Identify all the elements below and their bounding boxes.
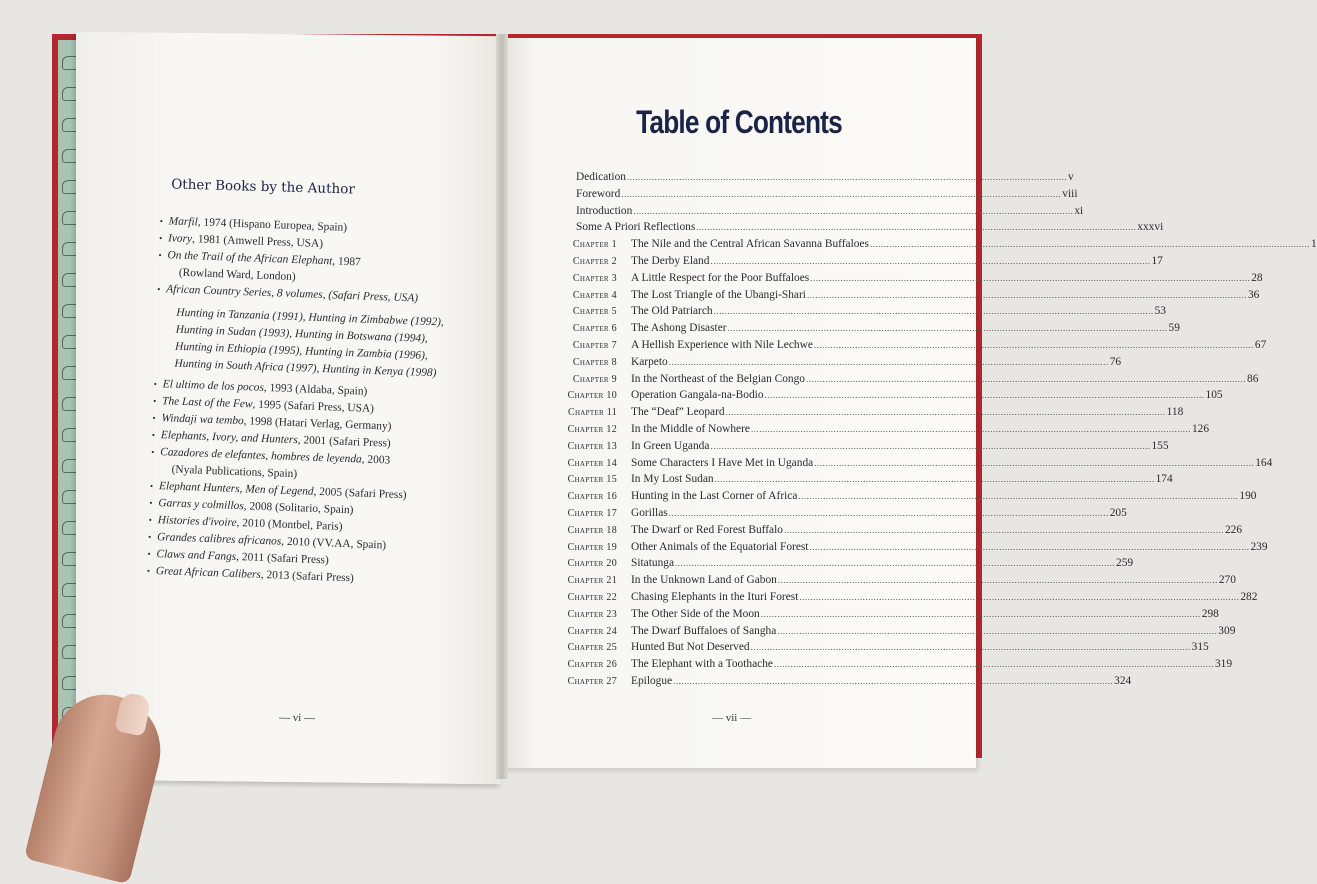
chapter-label: Chapter 21 bbox=[567, 575, 617, 587]
book-details: , 1987 bbox=[332, 255, 361, 269]
toc-page-number: 324 bbox=[1114, 674, 1132, 687]
book-details: , 2003 bbox=[361, 453, 391, 467]
toc-page-number: 76 bbox=[1109, 355, 1122, 368]
toc-chapter-item bbox=[555, 271, 1263, 289]
toc-entry-title: The Nile and the Central African Savanna Buffaloes bbox=[631, 238, 869, 251]
book-title: Elephant Hunters, Men of Legend bbox=[158, 480, 314, 498]
book-publisher: (Rowland Ward, London) bbox=[178, 266, 296, 284]
toc-chapter-item bbox=[555, 523, 1243, 541]
book-title: African Country Series, 8 volumes, (Safari Press, USA) bbox=[165, 283, 419, 305]
toc-page-number: 17 bbox=[1151, 254, 1163, 267]
bullet-mark: • bbox=[148, 514, 153, 525]
bullet-mark: • bbox=[159, 215, 164, 227]
chapter-label: Chapter 25 bbox=[567, 642, 617, 654]
toc-entry-title: The Old Patriarch bbox=[631, 305, 713, 318]
toc-page-number: 205 bbox=[1109, 506, 1127, 519]
dot-leader: ................................................................................................................................................................ bbox=[777, 625, 1218, 636]
toc-chapter-item bbox=[555, 473, 1173, 490]
toc-page-number: 298 bbox=[1201, 607, 1219, 620]
book-title: Claws and Fangs bbox=[156, 548, 237, 564]
toc-page-number: 315 bbox=[1191, 641, 1209, 654]
toc-page-number: 259 bbox=[1116, 557, 1134, 570]
toc-page-number: 239 bbox=[1250, 540, 1268, 553]
dot-leader: ................................................................................................................................................................ bbox=[813, 339, 1254, 350]
left-folio: — vi — bbox=[278, 711, 316, 725]
toc-chapter-item bbox=[555, 372, 1259, 390]
book-details: , 1993 (Aldaba, Spain) bbox=[263, 381, 368, 398]
toc-page-number: 86 bbox=[1247, 372, 1259, 385]
toc-chapter-item bbox=[555, 322, 1180, 339]
toc-heading: Table of Contents bbox=[636, 104, 842, 140]
chapter-label: Chapter 18 bbox=[567, 524, 617, 536]
toc-entry-title: Some A Priori Reflections bbox=[576, 221, 696, 234]
book-title: Great African Calibers bbox=[155, 565, 262, 581]
toc-page-number: 282 bbox=[1240, 590, 1258, 603]
book-publisher: (Nyala Publications, Spain) bbox=[171, 463, 298, 481]
toc-page-number: 190 bbox=[1239, 490, 1257, 503]
toc-entry-title: Epilogue bbox=[631, 674, 673, 687]
book-title: El ultimo de los pocos bbox=[162, 378, 265, 394]
toc-chapter-item bbox=[555, 624, 1236, 642]
toc-entry-title: Gorillas bbox=[631, 506, 668, 519]
toc-chapter-item bbox=[555, 389, 1223, 406]
dot-leader: ................................................................................................................................................................ bbox=[633, 205, 1074, 216]
dot-leader: ................................................................................................................................................................ bbox=[764, 390, 1205, 401]
chapter-label: Chapter 2 bbox=[572, 255, 617, 267]
series-titles bbox=[154, 304, 456, 383]
book-details: , 2010 (Montbel, Paris) bbox=[236, 517, 343, 533]
chapter-label: Chapter 24 bbox=[567, 625, 617, 637]
book-gutter bbox=[496, 34, 508, 779]
toc-page-number: v bbox=[1067, 171, 1074, 183]
series-line: Hunting in Ethiopia (1995), Hunting in Zambia (1996), bbox=[174, 340, 428, 362]
chapter-label: Chapter 11 bbox=[567, 407, 617, 419]
bullet-mark: • bbox=[158, 249, 162, 261]
toc-entry-title: In My Lost Sudan bbox=[631, 473, 714, 486]
chapter-label: Chapter 13 bbox=[567, 440, 617, 452]
toc-chapter-item bbox=[555, 557, 1134, 574]
book-title: On the Trail of the African Elephant bbox=[167, 249, 333, 268]
dot-leader: ................................................................................................................................................................ bbox=[727, 323, 1168, 334]
bullet-mark: • bbox=[147, 531, 152, 542]
dot-leader: ................................................................................................................................................................ bbox=[814, 457, 1255, 468]
toc-list bbox=[555, 171, 1317, 692]
toc-entry-title: The Dwarf or Red Forest Buffalo bbox=[631, 523, 783, 536]
toc-chapter-item bbox=[555, 238, 1317, 255]
book-title: The Last of the Few bbox=[161, 395, 253, 411]
dot-leader: ................................................................................................................................................................ bbox=[806, 289, 1247, 300]
toc-entry-title: In the Middle of Nowhere bbox=[631, 422, 750, 435]
dot-leader: ................................................................................................................................................................ bbox=[713, 306, 1154, 317]
toc-page-number: 53 bbox=[1154, 305, 1166, 318]
toc-chapter-item bbox=[555, 305, 1166, 322]
toc-page-number: 36 bbox=[1247, 288, 1260, 301]
dot-leader: ................................................................................................................................................................ bbox=[621, 188, 1062, 199]
toc-page-number: 226 bbox=[1224, 523, 1243, 536]
toc-entry-title: A Little Respect for the Poor Buffaloes bbox=[631, 271, 810, 284]
book-details: , 2008 (Solitario, Spain) bbox=[243, 500, 354, 517]
dot-leader: ................................................................................................................................................................ bbox=[626, 172, 1067, 182]
bullet-mark: • bbox=[149, 480, 154, 491]
chapter-label: Chapter 1 bbox=[572, 239, 617, 251]
toc-page-number: xxxvi bbox=[1137, 221, 1164, 234]
toc-page-number: 1 bbox=[1310, 238, 1317, 251]
bullet-mark: • bbox=[153, 378, 158, 389]
chapter-label: Chapter 14 bbox=[567, 457, 617, 469]
dot-leader: ................................................................................................................................................................ bbox=[668, 507, 1109, 518]
chapter-label: Chapter 27 bbox=[567, 675, 617, 687]
book-title: Garras y colmillos bbox=[158, 497, 244, 513]
chapter-label: Chapter 16 bbox=[567, 491, 617, 503]
toc-entry-title: Operation Gangala-na-Bodio bbox=[631, 389, 764, 402]
chapter-label: Chapter 12 bbox=[567, 423, 617, 435]
bullet-mark: • bbox=[151, 429, 156, 440]
toc-entry-title: The Other Side of the Moon bbox=[631, 607, 760, 620]
chapter-label: Chapter 26 bbox=[567, 659, 617, 671]
dot-leader: ................................................................................................................................................................ bbox=[806, 373, 1246, 384]
toc-entry-title: The Elephant with a Toothache bbox=[631, 658, 773, 671]
book-details: , 2005 (Safari Press) bbox=[313, 485, 407, 502]
series-line: Hunting in Tanzania (1991), Hunting in Zimbabwe (1992), bbox=[176, 306, 444, 329]
toc-front-item bbox=[555, 204, 1084, 222]
chapter-label: Chapter 9 bbox=[572, 373, 617, 385]
book-details: , 1981 (Amwell Press, USA) bbox=[191, 233, 324, 250]
toc-chapter-item bbox=[555, 490, 1257, 507]
dot-leader: ................................................................................................................................................................ bbox=[696, 222, 1137, 233]
book-title: Cazadores de elefantes, hombres de leyenda bbox=[160, 446, 362, 466]
chapter-label: Chapter 22 bbox=[567, 591, 617, 603]
dot-leader: ................................................................................................................................................................ bbox=[869, 239, 1310, 250]
toc-entry-title: Sitatunga bbox=[631, 557, 675, 570]
right-folio: — vii — bbox=[712, 712, 752, 724]
bullet-mark: • bbox=[146, 565, 151, 576]
toc-entry-title: Dedication bbox=[576, 171, 626, 183]
toc-entry-title: In Green Uganda bbox=[631, 439, 710, 452]
dot-leader: ................................................................................................................................................................ bbox=[673, 675, 1114, 686]
toc-front-item bbox=[555, 187, 1078, 205]
other-books-heading: Other Books by the Author bbox=[170, 176, 355, 198]
chapter-label: Chapter 23 bbox=[567, 608, 617, 620]
dot-leader: ................................................................................................................................................................ bbox=[799, 591, 1240, 602]
toc-chapter-item bbox=[555, 540, 1268, 558]
toc-chapter-item bbox=[555, 355, 1122, 373]
toc-chapter-item bbox=[555, 254, 1163, 272]
book-title: Grandes calibres africanos bbox=[156, 531, 282, 548]
toc-page-number: xi bbox=[1074, 204, 1084, 217]
toc-page-number: 155 bbox=[1151, 439, 1169, 452]
toc-entry-title: A Hellish Experience with Nile Lechwe bbox=[631, 338, 813, 351]
book-title: Histories d'ivoire bbox=[157, 514, 237, 530]
toc-page-number: 164 bbox=[1255, 456, 1273, 469]
toc-entry-title: Some Characters I Have Met in Uganda bbox=[631, 456, 814, 469]
toc-chapter-item bbox=[555, 338, 1267, 356]
dot-leader: ................................................................................................................................................................ bbox=[750, 423, 1191, 434]
dot-leader: ................................................................................................................................................................ bbox=[809, 541, 1250, 552]
toc-chapter-item bbox=[555, 607, 1219, 625]
toc-entry-title: Foreword bbox=[576, 187, 621, 200]
bullet-mark: • bbox=[147, 548, 151, 559]
bullet-mark: • bbox=[151, 446, 155, 457]
chapter-label: Chapter 5 bbox=[572, 306, 617, 318]
dot-leader: ................................................................................................................................................................ bbox=[760, 608, 1201, 619]
toc-entry-title: Chasing Elephants in the Ituri Forest bbox=[631, 590, 799, 603]
toc-chapter-item bbox=[555, 506, 1127, 524]
toc-chapter-item bbox=[555, 674, 1132, 692]
toc-chapter-item bbox=[555, 574, 1236, 591]
book-details: , 1998 (Hatari Verlag, Germany) bbox=[243, 415, 392, 433]
toc-entry-title: The Derby Eland bbox=[631, 254, 710, 267]
book-details: , 1974 (Hispano Europea, Spain) bbox=[197, 216, 348, 234]
toc-page-number: 59 bbox=[1168, 322, 1180, 335]
book-title: Ivory bbox=[167, 232, 193, 246]
chapter-label: Chapter 8 bbox=[572, 356, 617, 368]
book-title: Elephants, Ivory, and Hunters bbox=[160, 429, 298, 447]
toc-chapter-item bbox=[555, 658, 1233, 675]
series-line: Hunting in Sudan (1993), Hunting in Botswana (1994), bbox=[175, 323, 428, 345]
chapter-label: Chapter 7 bbox=[572, 339, 617, 351]
dot-leader: ................................................................................................................................................................ bbox=[750, 642, 1191, 653]
toc-front-item bbox=[555, 171, 1074, 188]
book-details: , 1995 (Safari Press, USA) bbox=[252, 398, 375, 415]
toc-entry-title: In the Unknown Land of Gabon bbox=[631, 574, 777, 587]
book-title: Windaji wa tembo bbox=[161, 412, 244, 428]
dot-leader: ................................................................................................................................................................ bbox=[710, 440, 1151, 451]
toc-entry-title: Karpeto bbox=[631, 355, 668, 368]
toc-page-number: 319 bbox=[1214, 658, 1233, 671]
toc-front-item bbox=[555, 221, 1164, 238]
toc-chapter-item bbox=[555, 406, 1184, 423]
toc-page-number: 270 bbox=[1218, 574, 1236, 587]
toc-entry-title: The Dwarf Buffaloes of Sangha bbox=[631, 624, 777, 637]
dot-leader: ................................................................................................................................................................ bbox=[668, 356, 1109, 367]
dot-leader: ................................................................................................................................................................ bbox=[798, 491, 1239, 502]
book-details: , 2013 (Safari Press) bbox=[260, 568, 355, 585]
toc-chapter-item bbox=[555, 422, 1210, 440]
chapter-label: Chapter 17 bbox=[567, 507, 617, 519]
toc-chapter-item bbox=[555, 439, 1169, 457]
book-details: , 2011 (Safari Press) bbox=[235, 551, 329, 567]
chapter-label: Chapter 10 bbox=[567, 390, 617, 402]
toc-entry-title: The Lost Triangle of the Ubangi-Shari bbox=[631, 288, 806, 301]
dot-leader: ................................................................................................................................................................ bbox=[710, 255, 1151, 266]
toc-entry-title: Introduction bbox=[576, 204, 633, 217]
toc-page-number: 126 bbox=[1191, 422, 1210, 435]
book-title: Marfil bbox=[168, 215, 199, 229]
toc-page-number: 118 bbox=[1166, 406, 1184, 419]
bullet-mark: • bbox=[149, 497, 153, 508]
toc-page-number: viii bbox=[1062, 187, 1078, 200]
toc-page-number: 105 bbox=[1205, 389, 1223, 402]
toc-entry-title: Other Animals of the Equatorial Forest bbox=[631, 540, 809, 553]
series-line: Hunting in South Africa (1997), Hunting in Kenya (1998) bbox=[174, 357, 437, 380]
bullet-mark: • bbox=[152, 412, 156, 423]
chapter-label: Chapter 20 bbox=[567, 558, 617, 570]
chapter-label: Chapter 19 bbox=[567, 541, 617, 553]
chapter-label: Chapter 3 bbox=[572, 272, 617, 284]
dot-leader: ................................................................................................................................................................ bbox=[777, 575, 1218, 586]
dot-leader: ................................................................................................................................................................ bbox=[714, 474, 1155, 485]
toc-page-number: 28 bbox=[1251, 271, 1263, 284]
toc-entry-title: Hunting in the Last Corner of Africa bbox=[631, 490, 798, 503]
bullet-mark: • bbox=[152, 395, 157, 406]
toc-chapter-item bbox=[555, 288, 1260, 306]
dot-leader: ................................................................................................................................................................ bbox=[810, 272, 1251, 283]
toc-chapter-item bbox=[555, 641, 1209, 658]
toc-entry-title: In the Northeast of the Belgian Congo bbox=[631, 372, 805, 385]
toc-chapter-item bbox=[555, 590, 1258, 608]
other-books-list bbox=[147, 213, 460, 591]
dot-leader: ................................................................................................................................................................ bbox=[773, 659, 1214, 670]
toc-entry-title: Hunted But Not Deserved bbox=[631, 641, 750, 654]
toc-entry-title: The Ashong Disaster bbox=[631, 322, 727, 335]
dot-leader: ................................................................................................................................................................ bbox=[725, 407, 1166, 418]
chapter-label: Chapter 4 bbox=[572, 289, 617, 301]
chapter-label: Chapter 15 bbox=[567, 474, 617, 486]
toc-page-number: 67 bbox=[1254, 338, 1267, 351]
bullet-mark: • bbox=[157, 283, 161, 295]
dot-leader: ................................................................................................................................................................ bbox=[675, 558, 1116, 569]
chapter-label: Chapter 6 bbox=[572, 323, 617, 335]
dot-leader: ................................................................................................................................................................ bbox=[783, 524, 1224, 535]
bullet-mark: • bbox=[158, 232, 163, 244]
book-details: , 2010 (VV.AA, Spain) bbox=[281, 535, 387, 552]
toc-entry-title: The “Deaf” Leopard bbox=[631, 406, 725, 419]
toc-page-number: 174 bbox=[1155, 473, 1173, 486]
toc-chapter-item bbox=[555, 456, 1273, 474]
book-details: , 2001 (Safari Press) bbox=[297, 434, 391, 450]
toc-page-number: 309 bbox=[1218, 624, 1236, 637]
